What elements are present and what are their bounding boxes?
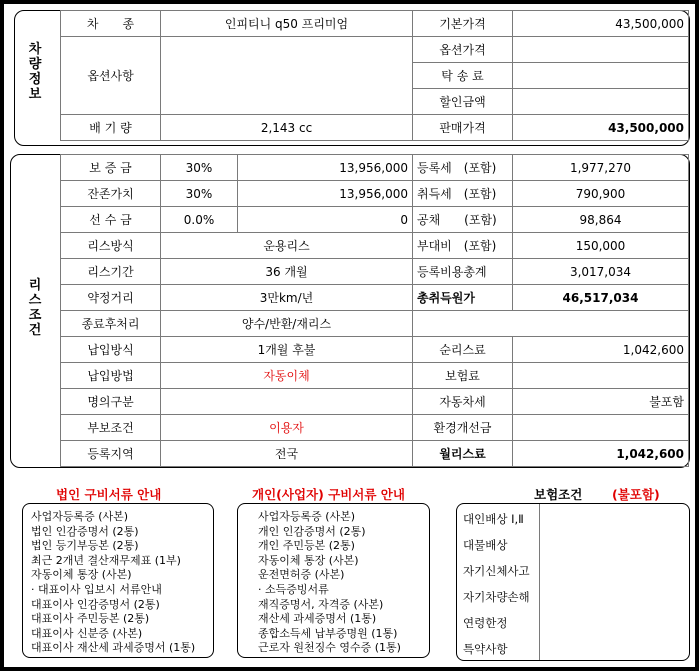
list-item: 특약사항 [463, 642, 508, 656]
environment-charge-label: 환경개선금 [413, 415, 513, 441]
list-item: 대표이사 인감증명서 (2통) [31, 597, 160, 611]
list-item: 법인 등기부등본 (2통) [31, 539, 139, 553]
advance-amount: 0 [238, 207, 413, 233]
list-item: 종합소득세 납부증명원 (1통) [258, 626, 398, 640]
option-price-label: 옵션가격 [413, 37, 513, 63]
extra-cost-value: 150,000 [513, 233, 689, 259]
environment-charge-value [513, 415, 689, 441]
displacement-value: 2,143 cc [161, 115, 413, 141]
list-item: 대표이사 재산세 과세증명서 (1통) [31, 641, 196, 655]
list-item: 대인배상 Ⅰ,Ⅱ [463, 512, 524, 526]
registration-total-label: 등록비용총계 [413, 259, 513, 285]
option-price-value [513, 37, 689, 63]
extra-cost-label: 부대비 (포함) [413, 233, 513, 259]
deposit-percent: 30% [161, 155, 238, 181]
delivery-fee-label: 탁 송 료 [413, 63, 513, 89]
vehicle-info-table [60, 10, 689, 141]
lease-method-label: 리스방식 [61, 233, 161, 259]
net-lease-fee-label: 순리스료 [413, 337, 513, 363]
end-option-value: 양수/반환/재리스 [161, 311, 413, 337]
advance-percent: 0.0% [161, 207, 238, 233]
options-label: 옵션사항 [61, 37, 161, 115]
lease-period-value: 36 개월 [161, 259, 413, 285]
registration-tax-value: 1,977,270 [513, 155, 689, 181]
list-item: 자동이체 통장 (사본) [31, 568, 132, 582]
corporate-docs-title: 법인 구비서류 안내 [56, 487, 162, 502]
lease-period-label: 리스기간 [61, 259, 161, 285]
list-item: 법인 인감증명서 (2통) [31, 524, 139, 538]
vehicle-section-title: 차 량 정 보 [28, 42, 42, 102]
list-item: · 소득증빙서류 [258, 582, 329, 596]
list-item: 사업자등록증 (사본) [258, 510, 356, 523]
residual-label: 잔존가치 [61, 181, 161, 207]
residual-amount: 13,956,000 [238, 181, 413, 207]
list-item: 근로자 원천징수 영수증 (1통) [258, 641, 401, 655]
car-model-label: 차 종 [61, 11, 161, 37]
insurance-note: (불포함) [612, 487, 660, 502]
base-price-label: 기본가격 [413, 11, 513, 37]
bond-value: 98,864 [513, 207, 689, 233]
list-item: 사업자등록증 (사본) [31, 510, 129, 523]
end-option-label: 종료후처리 [61, 311, 161, 337]
total-cost-label: 총취득원가 [413, 285, 513, 311]
list-item: 대표이사 주민등본 (2통) [31, 612, 150, 626]
lease-method-value: 운용리스 [161, 233, 413, 259]
sale-price-label: 판매가격 [413, 115, 513, 141]
registration-tax-label: 등록세 (포함) [413, 155, 513, 181]
name-type-value [161, 389, 413, 415]
residual-percent: 30% [161, 181, 238, 207]
insurance-fee-label: 보험료 [413, 363, 513, 389]
insurance-fee-value [513, 363, 689, 389]
monthly-fee-value: 1,042,600 [513, 441, 689, 467]
monthly-fee-label: 월리스료 [413, 441, 513, 467]
payment-method-value: 자동이체 [161, 363, 413, 389]
bond-label: 공채 (포함) [413, 207, 513, 233]
personal-docs-list [237, 503, 430, 658]
registration-total-value: 3,017,034 [513, 259, 689, 285]
list-item: 대물배상 [463, 538, 508, 552]
list-item: · 대표이사 입보시 서류안내 [31, 582, 162, 596]
corporate-docs-list [22, 503, 214, 658]
list-item: 대표이사 신분증 (사본) [31, 626, 143, 640]
list-item: 운전면허증 (사본) [258, 568, 345, 582]
discount-label: 할인금액 [413, 89, 513, 115]
insurance-list [456, 503, 690, 661]
displacement-label: 배 기 량 [61, 115, 161, 141]
advance-label: 선 수 금 [61, 207, 161, 233]
discount-value [513, 89, 689, 115]
mileage-label: 약정거리 [61, 285, 161, 311]
list-item: 자기신체사고 [463, 564, 530, 578]
options-value [161, 37, 413, 115]
region-value: 전국 [161, 441, 413, 467]
insurance-label-column [457, 504, 540, 660]
list-item: 자기차량손해 [463, 590, 530, 604]
payment-method-label: 납입방법 [61, 363, 161, 389]
car-tax-value: 불포함 [513, 389, 689, 415]
guarantee-value: 이용자 [161, 415, 413, 441]
personal-docs-title: 개인(사업자) 구비서류 안내 [252, 487, 405, 502]
blank-cell [413, 311, 689, 337]
lease-conditions-table [60, 154, 689, 467]
total-cost-value: 46,517,034 [513, 285, 689, 311]
name-type-label: 명의구분 [61, 389, 161, 415]
guarantee-label: 부보조건 [61, 415, 161, 441]
base-price-value: 43,500,000 [513, 11, 689, 37]
list-item: 개인 주민등본 (2통) [258, 539, 355, 553]
list-item: 재직증명서, 자격증 (사본) [258, 597, 384, 611]
deposit-label: 보 증 금 [61, 155, 161, 181]
list-item: 연령한정 [463, 616, 508, 630]
mileage-value: 3만km/년 [161, 285, 413, 311]
list-item: 최근 2개년 결산재무제표 (1부) [31, 553, 181, 567]
list-item: 개인 인감증명서 (2통) [258, 524, 366, 538]
car-model-value: 인피티니 q50 프리미엄 [161, 11, 413, 37]
list-item: 재산세 과세증명서 (1통) [258, 612, 377, 626]
payment-type-label: 납입방식 [61, 337, 161, 363]
delivery-fee-value [513, 63, 689, 89]
list-item: 자동이체 통장 (사본) [258, 553, 359, 567]
car-tax-label: 자동차세 [413, 389, 513, 415]
net-lease-fee-value: 1,042,600 [513, 337, 689, 363]
sale-price-value: 43,500,000 [513, 115, 689, 141]
region-label: 등록지역 [61, 441, 161, 467]
payment-type-value: 1개월 후불 [161, 337, 413, 363]
lease-section-title: 리 스 조 건 [28, 278, 42, 338]
acquisition-tax-value: 790,900 [513, 181, 689, 207]
acquisition-tax-label: 취득세 (포함) [413, 181, 513, 207]
insurance-title: 보험조건 [534, 487, 583, 502]
deposit-amount: 13,956,000 [238, 155, 413, 181]
